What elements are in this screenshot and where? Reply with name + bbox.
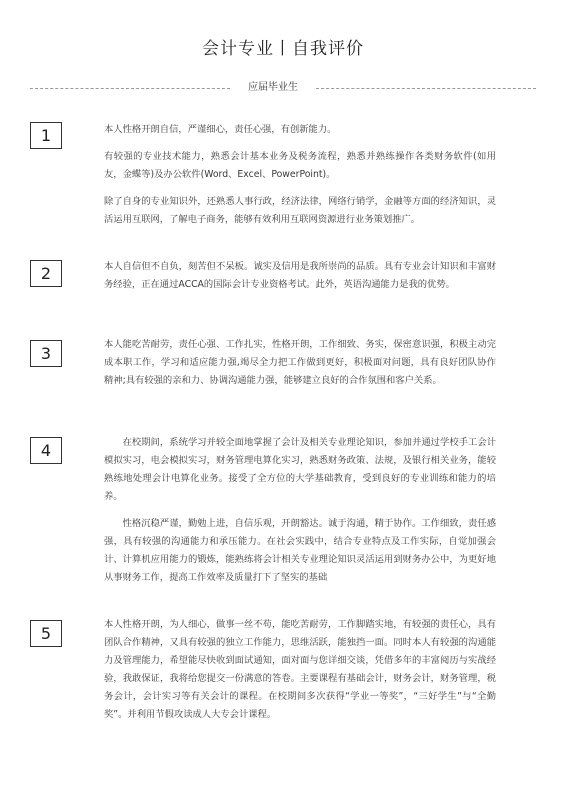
section-paragraph: 本人性格开朗，为人细心，做事一丝不苟，能吃苦耐劳，工作脚踏实地，有较强的责任心，具有团队合作精神，又具有较强的独立工作能力，思维活跃，能独挡一面。同时本人有较强的沟通能力及管理能力，希望能尽快收到面试通知，面对面与您详细交谈，凭借多年的丰富阅历与实战经验，我敢保证，我将给您提交一份满意的答卷。主要课程有基础会计，财务会计，财务管理，税务会计，会计实习等有关会计的课程。在校期间多次获得“学业一等奖”，“三好学生”与“全勤奖”。并利用节假攻读成人大专会计课程。 — [104, 619, 496, 720]
section-paragraph: 在校期间，系统学习并较全面地掌握了会计及相关专业理论知识，参加并通过学校手工会计模拟实习，电会模拟实习，财务管理电算化实习，熟悉财务政策、法规，及银行相关业务，能较熟练地处理会计电算化业务。接受了全方位的大学基础教育，受到良好的专业训练和能力的培养。 — [104, 437, 496, 502]
subtitle: 应届毕业生 — [248, 82, 298, 93]
section-number-box: 1 — [30, 122, 62, 149]
section-3 — [104, 336, 496, 399]
dashed-line-right — [316, 88, 536, 89]
section-4 — [104, 434, 496, 596]
section-number-box: 5 — [30, 620, 62, 647]
section-paragraph: 本人性格开朗自信，严谨细心，责任心强，有创新能力。 — [104, 124, 337, 135]
page-title: 会计专业丨自我评价 — [202, 39, 364, 59]
section-paragraph: 性格沉稳严谨，勤勉上进，自信乐观，开朗豁达。诚于沟通，精于协作。工作细致，责任感强，具有较强的沟通能力和承压能力。在社会实践中，结合专业特点及工作实际，自觉加强会计、计算机应用能力的锻炼，能熟练将会计相关专业理论知识灵活运用到财务办公中，为更好地从事财务工作，提高工作效率及质量打下了坚实的基础 — [104, 518, 496, 583]
dashed-line-left — [30, 88, 230, 89]
section-paragraph: 除了自身的专业知识外，还熟悉人事行政，经济法律，网络行销学，金融等方面的经济知识，灵活运用互联网，了解电子商务，能够有效利用互联网资源进行业务策划推广。 — [104, 196, 496, 225]
section-paragraph: 本人能吃苦耐劳，责任心强、工作扎实，性格开朗，工作细致、务实，保密意识强，积极主动完成本职工作，学习和适应能力强,竭尽全力把工作做到更好，积极面对问题，具有良好团队协作精神;具有较强的亲和力、协调沟通能力强，能够建立良好的合作氛围和客户关系。 — [104, 339, 496, 386]
section-2 — [104, 258, 496, 303]
section-paragraph: 本人自信但不自负，刻苦但不呆板。诚实及信用是我所崇尚的品质。具有专业会计知识和丰富财务经验，正在通过ACCA的国际会计专业资格考试。此外，英语沟通能力是我的优势。 — [104, 261, 496, 290]
section-number-box: 4 — [30, 437, 62, 464]
subtitle-divider — [30, 80, 536, 96]
section-number-box: 2 — [30, 260, 62, 287]
section-5 — [104, 616, 496, 733]
section-paragraph: 有较强的专业技术能力，熟悉会计基本业务及税务流程，熟悉并熟练操作各类财务软件(如用友，金蝶等)及办公软件(Word、Excel、PowerPoint)。 — [104, 151, 496, 180]
section-1 — [104, 121, 496, 259]
section-number-box: 3 — [30, 340, 62, 367]
